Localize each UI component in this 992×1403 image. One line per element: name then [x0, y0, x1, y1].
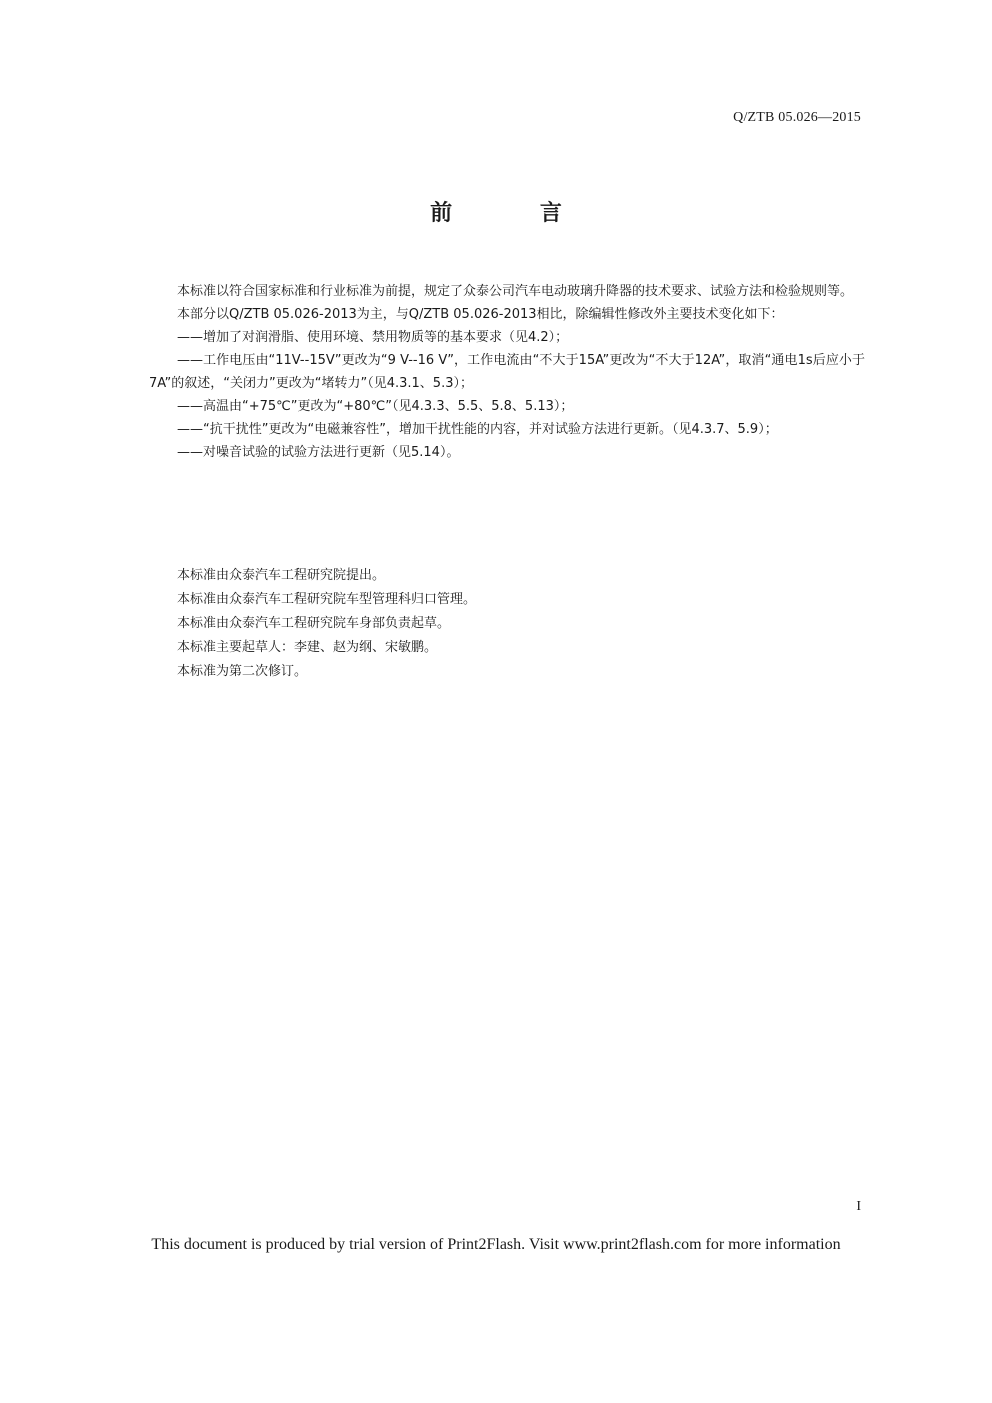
credits-block [149, 564, 865, 684]
change-item: ——工作电压由“11V--15V”更改为“9 V--16 V”，工作电流由“不大于15A”更改为“不大于12A”，取消“通电1s后应小于7A”的叙述，“关闭力”更改为“堵转力”（见4.3.1、5.3）； [149, 353, 865, 391]
credit-line: 本标准主要起草人：李建、赵为纲、宋敏鹏。 [177, 640, 438, 655]
change-item: ——“抗干扰性”更改为“电磁兼容性”，增加干扰性能的内容，并对试验方法进行更新。（见4.3.7、5.9）； [177, 422, 778, 437]
credit-line: 本标准由众泰汽车工程研究院提出。 [177, 568, 386, 583]
credit-line: 本标准由众泰汽车工程研究院车身部负责起草。 [177, 616, 451, 631]
credit-line: 本标准由众泰汽车工程研究院车型管理科归口管理。 [177, 592, 477, 607]
change-item: ——对噪音试验的试验方法进行更新（见5.14）。 [177, 445, 460, 460]
document-code: Q/ZTB 05.026—2015 [733, 110, 861, 125]
trial-watermark-text: This document is produced by trial version of Print2Flash. Visit www.print2flash.com for more information [151, 1236, 841, 1253]
page-number: I [856, 1199, 861, 1214]
change-item: ——高温由“+75℃”更改为“+80℃”（见4.3.3、5.5、5.8、5.13）； [177, 399, 574, 414]
paragraph: 本部分以Q/ZTB 05.026-2013为主，与Q/ZTB 05.026-2013相比，除编辑性修改外主要技术变化如下： [177, 307, 784, 322]
paragraph: 本标准以符合国家标准和行业标准为前提，规定了众泰公司汽车电动玻璃升降器的技术要求、试验方法和检验规则等。 [177, 284, 854, 299]
change-item: ——增加了对润滑脂、使用环境、禁用物质等的基本要求（见4.2）； [177, 330, 569, 345]
credit-line: 本标准为第二次修订。 [177, 664, 308, 679]
foreword-body [149, 280, 865, 464]
page-title: 前 言 [430, 201, 602, 226]
